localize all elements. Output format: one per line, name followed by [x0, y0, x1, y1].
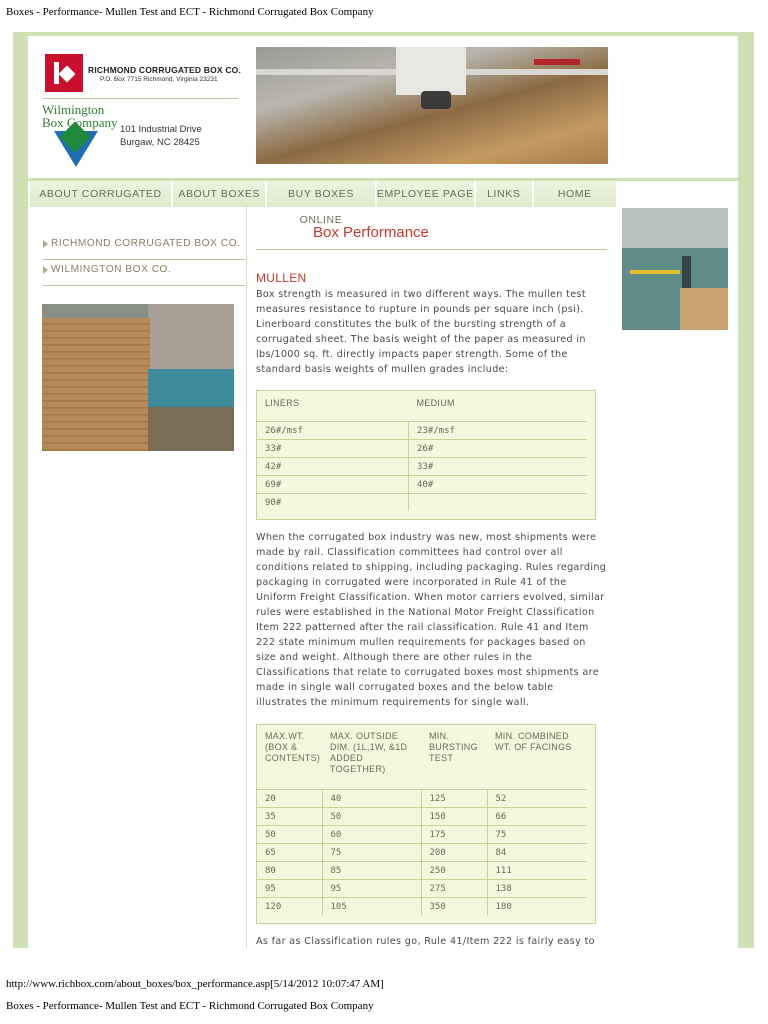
photo-machine	[148, 369, 234, 407]
table-cell: 33#	[409, 458, 588, 476]
photo-machine-head	[421, 91, 451, 109]
wilmington-address-line1: 101 Industrial Drive	[120, 124, 202, 135]
paragraph-mullen-intro: Box strength is measured in two different ways. The mullen test measures resistance to rupture in pounds per square inch (psi). Linerboard constitutes the bulk of the bursting strength of a corrugated sheet. The basis weight of the paper as measured in lbs/1000 sq. ft. directly impacts paper strength. Some of the standard basis weights of mullen grades include:	[256, 289, 586, 375]
page-title: Box Performance	[313, 224, 429, 241]
print-footer-title: Boxes - Performance- Mullen Test and ECT - Richmond Corrugated Box Company	[6, 1000, 374, 1012]
table-cell: 111	[487, 862, 587, 880]
table-cell: 90#	[257, 494, 409, 512]
table-row	[257, 422, 587, 440]
table-cell: 69#	[257, 476, 409, 494]
right-photo-factory-floor	[622, 208, 728, 330]
arrow-right-icon	[43, 266, 48, 274]
table-cell: 138	[487, 880, 587, 898]
main-nav	[30, 181, 616, 226]
table-cell: 50	[322, 808, 421, 826]
single-wall-requirements-table	[256, 724, 596, 924]
table-cell: 40#	[409, 476, 588, 494]
nav-buy-boxes-online[interactable]: BUY BOXES ONLINE	[267, 181, 376, 207]
photo-background	[148, 304, 234, 369]
photo-machine-label	[534, 59, 580, 65]
table-row	[257, 440, 587, 458]
nav-links[interactable]: LINKS	[476, 181, 534, 207]
table-cell: 85	[322, 862, 421, 880]
table-cell: 40	[322, 790, 421, 808]
table-cell: 65	[257, 844, 322, 862]
nav-home[interactable]: HOME	[557, 188, 592, 200]
photo-yellow-rail	[630, 270, 680, 274]
table-row	[257, 494, 587, 512]
sidebar-link-richmond[interactable]	[43, 235, 245, 260]
arrow-right-icon	[43, 240, 48, 248]
photo-machine-body	[396, 47, 466, 95]
table-cell: 20	[257, 790, 322, 808]
section-heading-mullen: MULLEN	[256, 271, 307, 285]
print-url-stamp: http://www.richbox.com/about_boxes/box_performance.asp[5/14/2012 10:07:47 AM]	[6, 978, 384, 990]
sidebar-link-label: RICHMOND CORRUGATED BOX CO.	[51, 238, 241, 249]
photo-worker	[682, 256, 691, 290]
table-cell: 150	[421, 808, 487, 826]
company-name: RICHMOND CORRUGATED BOX CO.	[88, 65, 242, 75]
basis-weights-table	[256, 390, 596, 520]
table-cell: 50	[257, 826, 322, 844]
sidebar-link-wilmington[interactable]	[43, 261, 245, 286]
wilmington-address-line2: Burgaw, NC 28425	[120, 137, 200, 148]
table-cell: 180	[487, 898, 587, 916]
paragraph-classification-history: When the corrugated box industry was new, most shipments were made by rail. Classification committees had control over all conditions related to shipping, including packaging. Rules regarding packaging in corrugated were incorporated in Rule 41 of the Uniform Freight Classification. When motor carriers evolved, similar rules were established in the National Motor Freight Classification Item 222 patterned after the rail classification. Rule 41 and Item 222 state minimum mullen requirements for packages based on size and weight. Although there are other rules in the Classifications that relate to corrugated boxes most shipments are made in single wall corrugated boxes and the below table illustrates the minimum requirements for single wall.	[256, 532, 607, 708]
table-header-min-bursting: MIN. BURSTING TEST	[429, 731, 478, 763]
table-header-liners: LINERS	[265, 398, 300, 408]
table-cell: 95	[257, 880, 322, 898]
table-cell: 26#/msf	[257, 422, 409, 440]
table-cell: 80	[257, 862, 322, 880]
table-cell: 60	[322, 826, 421, 844]
table-cell: 26#	[409, 440, 588, 458]
table-row	[257, 476, 587, 494]
nav-about-corrugated[interactable]: ABOUT CORRUGATED	[30, 181, 173, 207]
table-cell: 75	[487, 826, 587, 844]
table-cell: 33#	[257, 440, 409, 458]
photo-floor	[148, 407, 234, 451]
table-row	[257, 898, 587, 916]
table-cell: 23#/msf	[409, 422, 588, 440]
table-header-min-combined-weight: MIN. COMBINED WT. OF FACINGS	[495, 731, 572, 752]
paragraph-classification-rules: As far as Classification rules go, Rule 41/Item 222 is fairly easy to	[256, 936, 595, 947]
sidebar-photo-board-stack	[42, 304, 234, 451]
print-header-title: Boxes - Performance- Mullen Test and ECT - Richmond Corrugated Box Company	[6, 6, 374, 18]
nav-about-boxes[interactable]: ABOUT BOXES	[173, 181, 267, 207]
header-divider	[43, 98, 238, 99]
table-cell: 120	[257, 898, 322, 916]
header-photo-cutting-machine	[256, 47, 608, 164]
table-cell: 350	[421, 898, 487, 916]
table-cell: 66	[487, 808, 587, 826]
table-row	[257, 790, 587, 808]
table-row	[257, 880, 587, 898]
sidebar-link-label: WILMINGTON BOX CO.	[51, 264, 172, 275]
table-header-medium: MEDIUM	[416, 398, 455, 408]
table-cell: 200	[421, 844, 487, 862]
table-row	[257, 458, 587, 476]
table-cell: 95	[322, 880, 421, 898]
wilmington-name: Wilmington Box Company	[42, 102, 118, 130]
wilmington-address	[120, 123, 202, 149]
table-cell: 52	[487, 790, 587, 808]
company-address: P.O. Box 7715 Richmond, Virginia 23231	[100, 76, 218, 83]
nav-employee-page[interactable]: EMPLOYEE PAGE	[377, 181, 476, 207]
table-header-max-weight: MAX.WT. (BOX & CONTENTS)	[265, 731, 321, 763]
table-header-max-dimension: MAX. OUTSIDE DIM. (1L,1W, &1D ADDED TOGETHER)	[330, 731, 408, 774]
table-cell: 125	[421, 790, 487, 808]
photo-box-pallet	[680, 288, 728, 330]
table-row	[257, 826, 587, 844]
table-row	[257, 862, 587, 880]
table-cell: 35	[257, 808, 322, 826]
table-cell: 105	[322, 898, 421, 916]
table-row	[257, 808, 587, 826]
title-divider	[256, 249, 607, 250]
table-cell: 42#	[257, 458, 409, 476]
richmond-logo-icon[interactable]	[45, 54, 83, 92]
table-cell: 275	[421, 880, 487, 898]
photo-board-stack	[42, 318, 150, 451]
table-cell: 250	[421, 862, 487, 880]
table-cell: 84	[487, 844, 587, 862]
table-cell	[409, 494, 588, 512]
table-row	[257, 844, 587, 862]
table-cell: 75	[322, 844, 421, 862]
table-cell: 175	[421, 826, 487, 844]
